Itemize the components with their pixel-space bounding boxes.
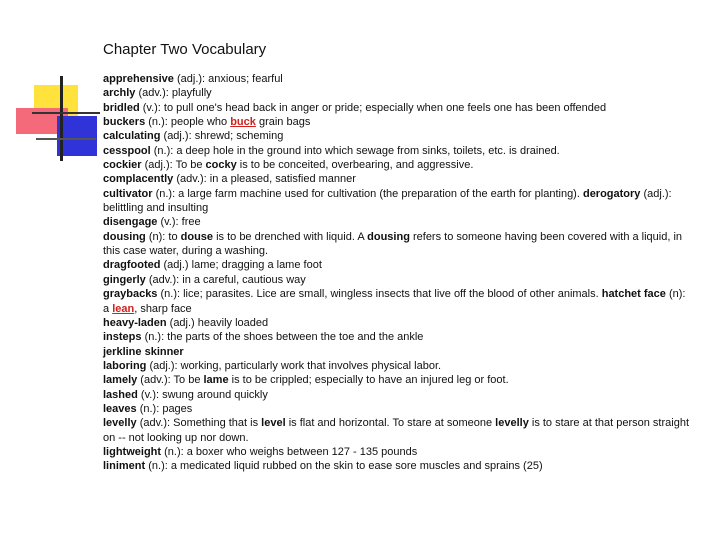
vocab-term: cultivator <box>103 187 153 200</box>
vocabulary-list <box>103 72 693 474</box>
vocab-term: lamely <box>103 374 138 387</box>
vocab-definition: (adv.): To be <box>137 374 204 387</box>
vocab-entry <box>103 459 693 473</box>
vocab-term: jerkline skinner <box>103 345 184 358</box>
vocab-entry <box>103 388 693 402</box>
vocab-term: heavy-laden <box>103 316 167 329</box>
vocab-term-inline: hatchet face <box>601 288 666 301</box>
vocab-definition: (n.): a large farm machine used for cultivation (the preparation of the earth for planting). <box>152 187 583 200</box>
vocab-term-inline: levelly <box>495 417 529 430</box>
vocab-term: archly <box>103 87 136 100</box>
vocab-definition-cont: is flat and horizontal. To stare at someone <box>285 417 496 430</box>
vocab-definition: (n.): the parts of the shoes between the toe and the ankle <box>141 331 424 344</box>
vocab-term: gingerly <box>103 273 146 286</box>
vocab-term: leaves <box>103 402 137 415</box>
vocab-term: levelly <box>103 417 137 430</box>
vocab-definition: (v.): swung around quickly <box>137 388 268 401</box>
vocab-definition-cont: (adj.): belittling and insulting <box>103 187 672 215</box>
vocab-definition: (v.): free <box>157 216 201 229</box>
vocab-entry <box>103 273 693 287</box>
vocab-term: lashed <box>103 388 138 401</box>
vocab-definition: (adj.): anxious; fearful <box>173 73 283 85</box>
vocab-definition-cont: is to be crippled; especially to have an injured leg or foot. <box>228 374 509 387</box>
page-title: Chapter Two Vocabulary <box>103 41 267 58</box>
vocab-entry <box>103 215 693 229</box>
vocab-entry <box>103 359 693 373</box>
vocab-entry <box>103 230 693 259</box>
vocab-term: insteps <box>103 331 142 344</box>
vocab-definition: (n.): a deep hole in the ground into which sewage from sinks, toilets, etc. is drained. <box>150 144 560 157</box>
vocab-definition: (adv.): in a careful, cautious way <box>145 273 306 286</box>
vocab-entry <box>103 129 693 143</box>
vocab-definition-cont: is to be conceited, overbearing, and aggressive. <box>236 159 474 172</box>
vocab-definition: (adj.): working, particularly work that involves physical labor. <box>146 359 442 372</box>
vocab-definition-cont: , sharp face <box>134 302 192 315</box>
highlighted-word: lean <box>112 302 135 315</box>
vocab-term: laboring <box>103 359 147 372</box>
vocab-entry <box>103 445 693 459</box>
vocab-term: disengage <box>103 216 158 229</box>
vocab-term: complacently <box>103 173 174 186</box>
vocab-term: dousing <box>103 230 146 243</box>
vocab-definition: (n.): a medicated liquid rubbed on the skin to ease sore muscles and sprains (25) <box>145 460 543 473</box>
decor-horizontal-line-lower <box>36 138 96 140</box>
vocab-term: liniment <box>103 460 146 473</box>
vocab-term: calculating <box>103 130 161 143</box>
vocab-definition: (adj.) lame; dragging a lame foot <box>160 259 322 272</box>
vocab-definition: (n): to <box>145 230 181 243</box>
vocab-definition-cont: is to be drenched with liquid. A <box>213 230 368 243</box>
vocab-term-inline: level <box>261 417 286 430</box>
vocab-term-inline: lame <box>203 374 229 387</box>
vocab-definition-cont: refers to someone having been covered with a liquid, in this case water, during a washing. <box>103 230 683 258</box>
vocab-term: bridled <box>103 101 140 114</box>
vocab-entry <box>103 86 693 100</box>
vocab-definition: (adj.): To be <box>141 159 206 172</box>
vocab-definition: (n.): lice; parasites. Lice are small, wingless insects that live off the blood of other animals. <box>157 288 602 301</box>
vocab-entry <box>103 115 693 129</box>
vocab-entry <box>103 287 693 316</box>
vocab-definition: (v.): to pull one's head back in anger or pride; especially when one feels one has been offended <box>139 101 607 114</box>
vocab-entry <box>103 316 693 330</box>
vocab-definition: (adj.) heavily loaded <box>166 316 269 329</box>
vocab-term: cockier <box>103 159 142 172</box>
vocab-term-inline: derogatory <box>582 187 641 200</box>
vocab-definition: (n.): people who <box>145 116 231 129</box>
vocab-definition: (n.): a boxer who weighs between 127 - 135 pounds <box>161 445 418 458</box>
vocab-entry <box>103 144 693 158</box>
vocab-definition-cont: is to stare at that person straight on -- not looking up nor down. <box>103 417 690 444</box>
vocab-definition: (n.): pages <box>136 402 193 415</box>
vocab-term-inline: cocky <box>205 159 237 172</box>
decor-blue-square <box>57 116 97 156</box>
vocab-entry <box>103 258 693 272</box>
vocab-term: apprehensive <box>103 73 174 85</box>
vocab-term: graybacks <box>103 288 158 301</box>
vocab-term: dragfooted <box>103 259 161 272</box>
vocab-entry <box>103 101 693 115</box>
vocab-definition: (adv.): playfully <box>135 87 212 100</box>
vocab-definition: (adv.): in a pleased, satisfied manner <box>173 173 356 186</box>
vocab-definition-cont: (n): a <box>103 288 686 315</box>
decor-vertical-line <box>60 76 63 161</box>
highlighted-word: buck <box>230 116 256 129</box>
vocab-term-inline: dousing <box>367 230 410 243</box>
decor-horizontal-line <box>32 112 100 114</box>
vocab-term: lightweight <box>103 445 162 458</box>
vocab-entry <box>103 345 693 359</box>
vocab-definition: (adj.): shrewd; scheming <box>160 130 284 143</box>
vocab-term: cesspool <box>103 144 151 157</box>
vocab-term: buckers <box>103 116 146 129</box>
vocab-definition-cont: grain bags <box>255 116 311 129</box>
vocab-entry <box>103 416 693 445</box>
vocab-definition: (adv.): Something that is <box>136 417 262 430</box>
vocab-entry <box>103 330 693 344</box>
vocab-term-inline: douse <box>180 230 214 243</box>
vocab-entry <box>103 402 693 416</box>
vocab-entry <box>103 373 693 387</box>
vocab-entry <box>103 172 693 186</box>
vocab-entry <box>103 158 693 172</box>
vocab-entry <box>103 187 693 216</box>
vocab-entry <box>103 72 693 86</box>
